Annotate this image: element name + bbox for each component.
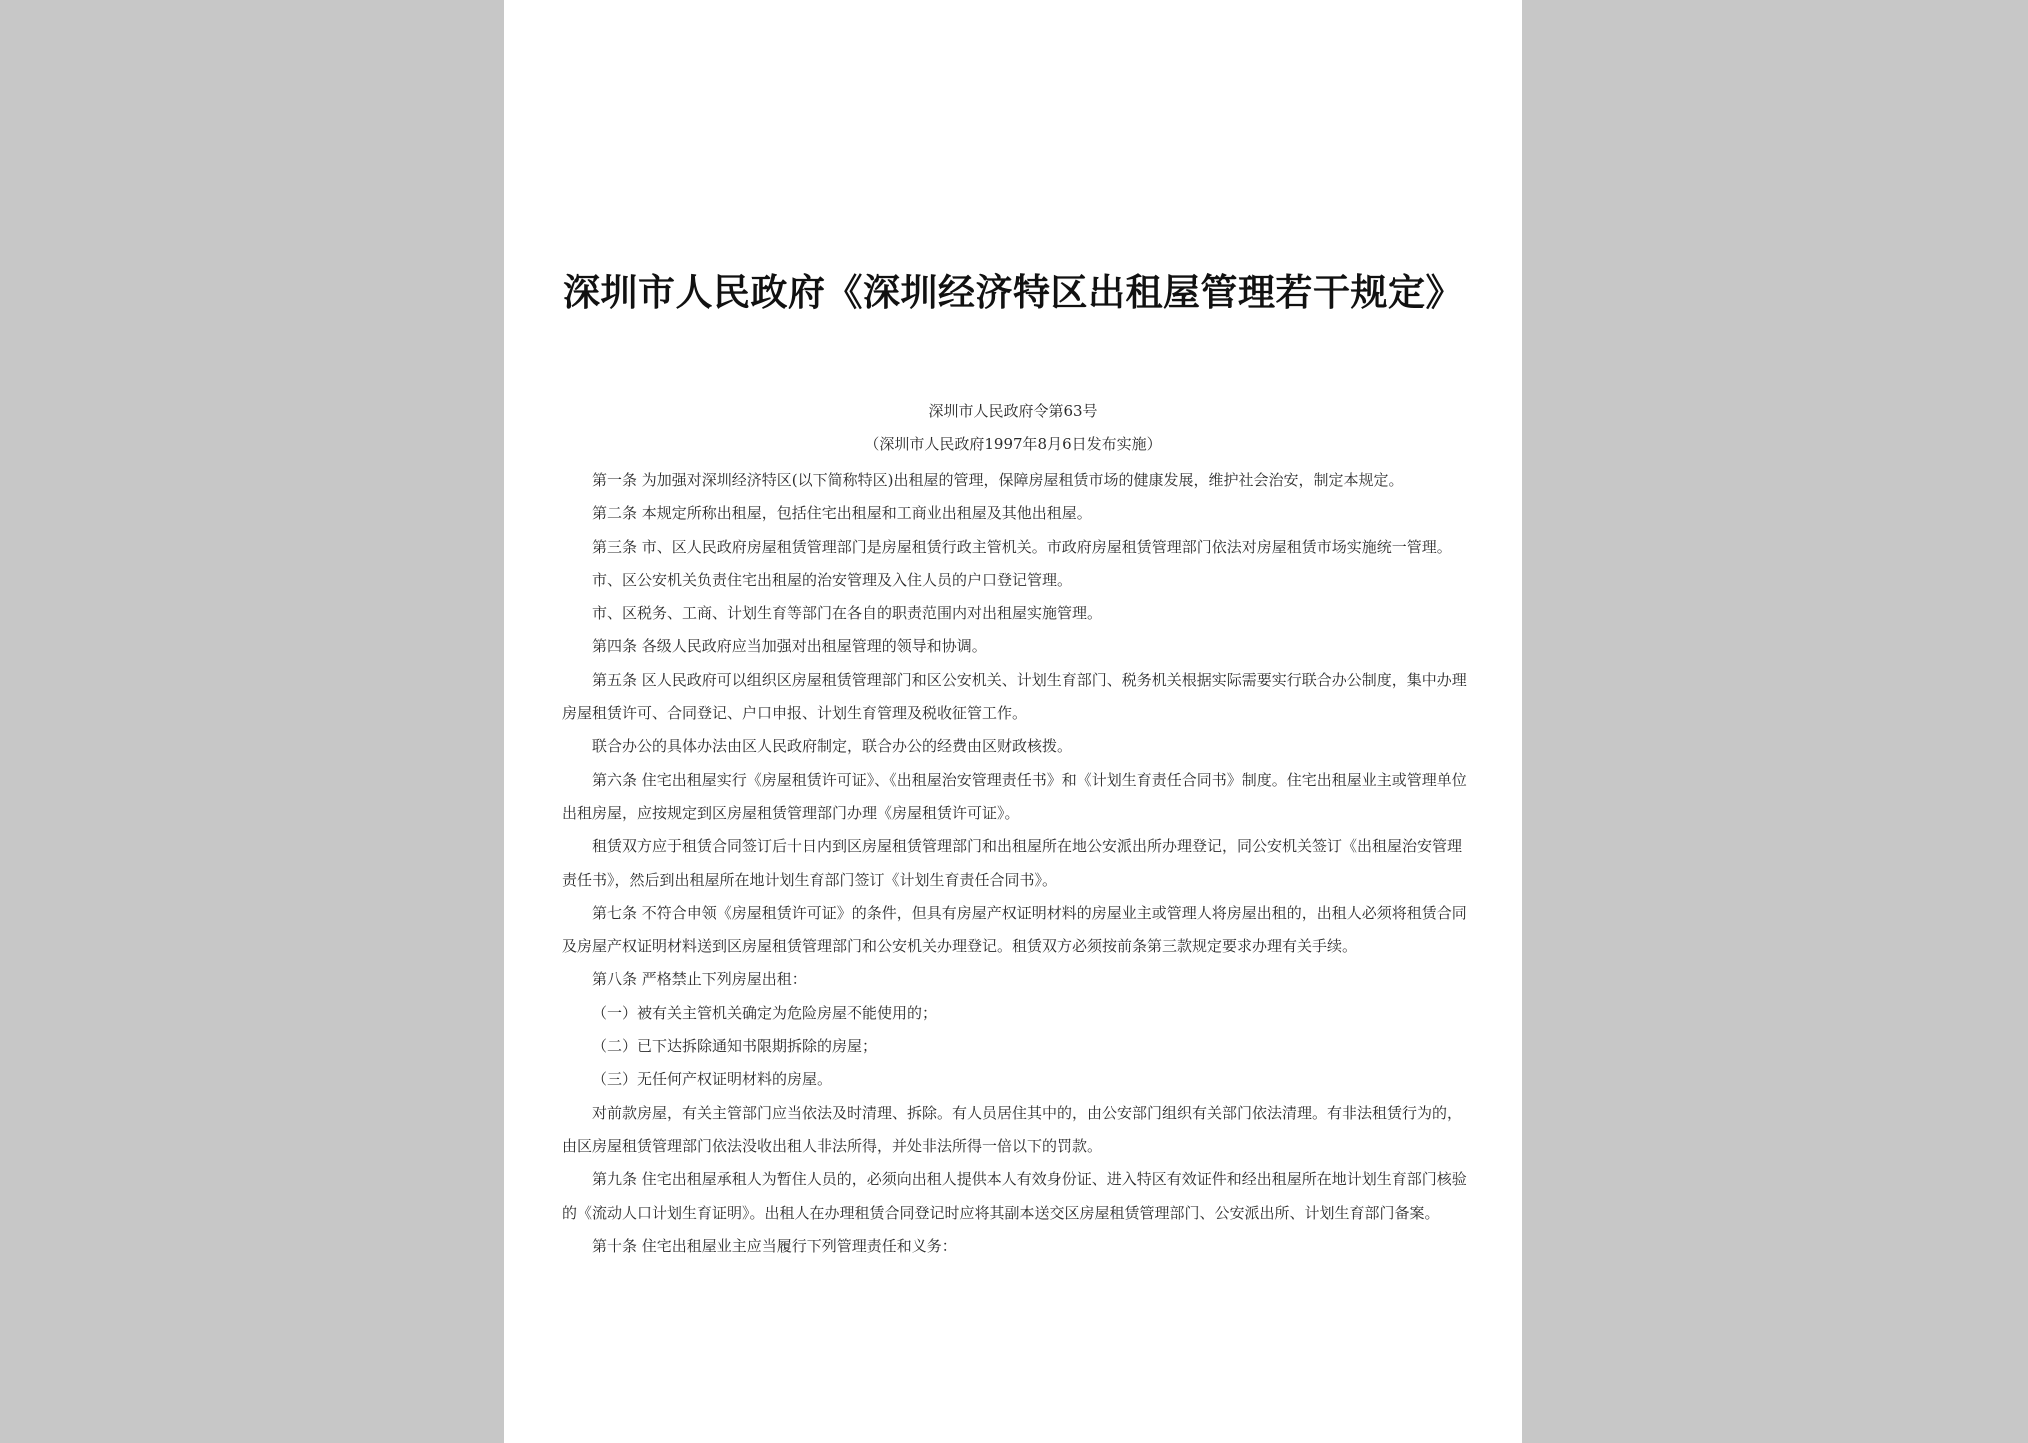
article-9: 第九条 住宅出租屋承租人为暂住人员的，必须向出租人提供本人有效身份证、进入特区有效证件和经出租屋所在地计划生育部门核验的《流动人口计划生育证明》。出租人在办理租赁合同登记时应将其副本送交区房屋租赁管理部门、公安派出所、计划生育部门备案。 (562, 1170, 1467, 1222)
article-3-clause-3: 市、区税务、工商、计划生育等部门在各自的职责范围内对出租屋实施管理。 (592, 604, 1103, 623)
article-8: 第八条 严格禁止下列房屋出租： (592, 970, 807, 989)
issue-note: （深圳市人民政府1997年8月6日发布实施） (864, 435, 1162, 453)
article-8-item-3: （三）无任何产权证明材料的房屋。 (592, 1070, 833, 1089)
document-title: 深圳市人民政府《深圳经济特区出租屋管理若干规定》 (563, 270, 1463, 314)
article-10: 第十条 住宅出租屋业主应当履行下列管理责任和义务： (592, 1236, 957, 1255)
document-page (504, 0, 1522, 1443)
article-4: 第四条 各级人民政府应当加强对出租屋管理的领导和协调。 (592, 637, 987, 656)
article-1: 第一条 为加强对深圳经济特区(以下简称特区)出租屋的管理，保障房屋租赁市场的健康发展，维护社会治安，制定本规定。 (592, 471, 1404, 489)
article-8-clause-2: 对前款房屋，有关主管部门应当依法及时清理、拆除。有人员居住其中的，由公安部门组织有关部门依法清理。有非法租赁行为的，由区房屋租赁管理部门依法没收出租人非法所得，并处非法所得一倍以下的罚款。 (562, 1103, 1463, 1155)
article-5: 第五条 区人民政府可以组织区房屋租赁管理部门和区公安机关、计划生育部门、税务机关根据实际需要实行联合办公制度，集中办理房屋租赁许可、合同登记、户口申报、计划生育管理及税收征管工作。 (562, 670, 1467, 723)
article-3: 第三条 市、区人民政府房屋租赁管理部门是房屋租赁行政主管机关。市政府房屋租赁管理部门依法对房屋租赁市场实施统一管理。 (592, 537, 1452, 556)
article-8-item-1: （一）被有关主管机关确定为危险房屋不能使用的； (592, 1003, 938, 1022)
article-6: 第六条 住宅出租屋实行《房屋租赁许可证》、《出租屋治安管理责任书》和《计划生育责任合同书》制度。住宅出租屋业主或管理单位出租房屋，应按规定到区房屋租赁管理部门办理《房屋租赁许可证》。 (562, 770, 1467, 822)
article-5-clause-2: 联合办公的具体办法由区人民政府制定，联合办公的经费由区财政核拨。 (592, 737, 1073, 756)
article-2: 第二条 本规定所称出租屋，包括住宅出租屋和工商业出租屋及其他出租屋。 (592, 504, 1092, 523)
article-8-item-2: （二）已下达拆除通知书限期拆除的房屋； (592, 1037, 878, 1056)
article-6-clause-2: 租赁双方应于租赁合同签订后十日内到区房屋租赁管理部门和出租屋所在地公安派出所办理登记，同公安机关签订《出租屋治安管理责任书》，然后到出租屋所在地计划生育部门签订《计划生育责任合同书》。 (562, 837, 1463, 889)
decree-number: 深圳市人民政府令第63号 (928, 402, 1098, 420)
article-3-clause-2: 市、区公安机关负责住宅出租屋的治安管理及入住人员的户口登记管理。 (592, 570, 1073, 589)
article-7: 第七条 不符合申领《房屋租赁许可证》的条件，但具有房屋产权证明材料的房屋业主或管理人将房屋出租的，出租人必须将租赁合同及房屋产权证明材料送到区房屋租赁管理部门和公安机关办理登记。租赁双方必须按前条第三款规定要求办理有关手续。 (562, 903, 1467, 956)
regulation-body (562, 464, 1467, 1263)
